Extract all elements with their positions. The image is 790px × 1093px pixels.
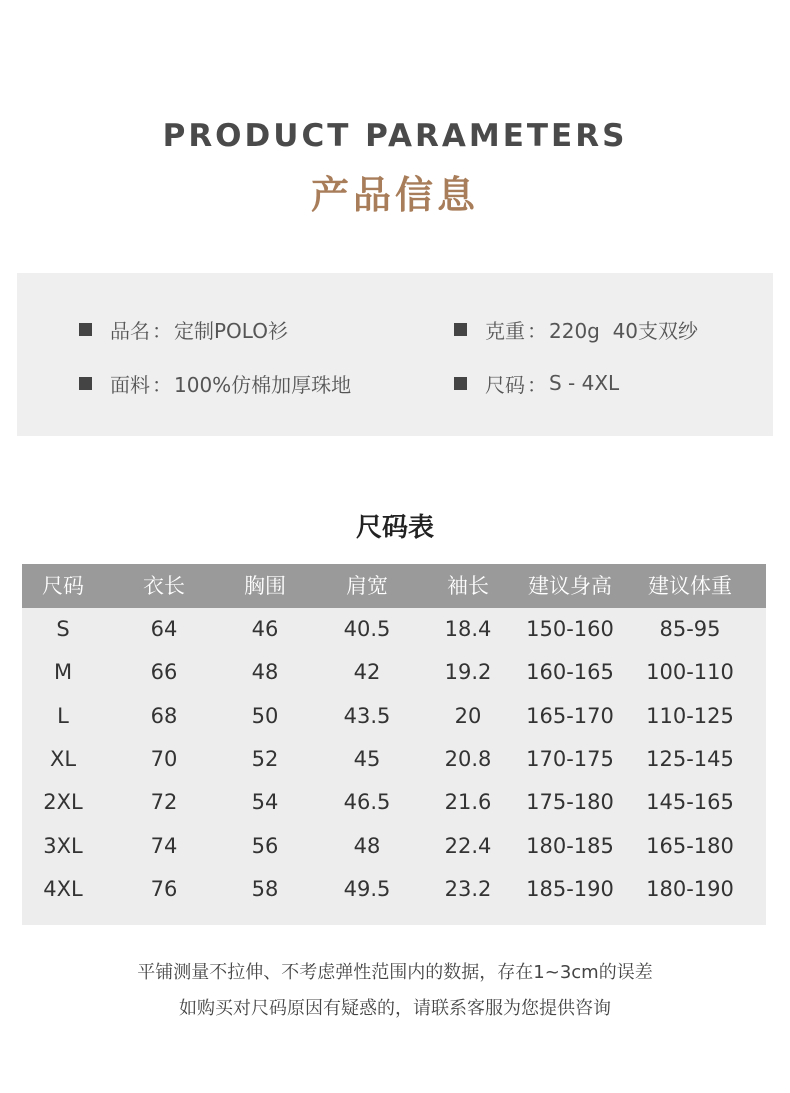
parameters-panel [17,273,773,436]
table-row [22,781,766,824]
table-cell: 43.5 [343,703,391,728]
table-cell: XL [49,746,77,771]
column-header: 尺码 [42,574,84,598]
table-row [22,651,766,694]
table-cell: 85-95 [659,617,721,641]
param-value: 定制POLO衫 [174,318,288,343]
table-cell: 150-160 [526,617,614,641]
table-cell: 160-165 [526,660,614,685]
table-cell: 58 [251,876,279,901]
table-cell: L [57,703,69,728]
table-cell: 20.8 [444,746,492,771]
table-cell: 2XL [43,790,83,815]
table-cell: 46 [251,617,279,641]
column-header: 肩宽 [346,574,388,598]
table-cell: 23.2 [444,876,492,901]
param-separator: ： [527,372,547,397]
table-cell: 42 [353,660,381,685]
column-header: 胸围 [244,574,286,598]
table-row [22,868,766,911]
column-header: 建议体重 [648,574,732,598]
square-bullet-icon [454,377,467,390]
size-chart-title: 尺码表 [355,513,434,543]
table-cell: M [53,660,73,685]
table-cell: 170-175 [526,746,614,771]
table-cell: 45 [353,746,381,771]
column-header: 衣长 [143,574,185,598]
table-cell: 100-110 [646,660,734,685]
table-cell: 125-145 [646,746,734,771]
table-cell: 76 [150,876,178,901]
param-fabric [79,368,351,398]
table-cell: 165-180 [646,833,734,858]
square-bullet-icon [454,323,467,336]
table-cell: 64 [150,617,178,641]
table-cell: 68 [150,703,178,728]
table-cell: 145-165 [646,790,734,815]
table-cell: S [56,617,70,641]
param-separator: ： [152,372,172,397]
column-header: 建议身高 [528,574,612,598]
table-cell: 72 [150,790,178,815]
note-measurement: 平铺测量不拉伸、不考虑弹性范围内的数据，存在1~3cm的误差 [137,962,653,983]
table-cell: 22.4 [444,833,492,858]
table-cell: 66 [150,660,178,685]
table-cell: 19.2 [444,660,492,685]
table-cell: 20 [454,703,482,728]
param-weight [454,314,698,344]
param-name [79,314,288,344]
table-row [22,608,766,651]
size-table-header [22,564,766,608]
table-cell: 49.5 [343,876,391,901]
param-separator: ： [527,318,547,343]
table-cell: 4XL [43,876,83,901]
table-cell: 180-185 [526,833,614,858]
table-cell: 175-180 [526,790,614,815]
table-cell: 48 [353,833,381,858]
param-size-range [454,368,619,398]
param-label: 面料 [110,372,150,397]
table-cell: 48 [251,660,279,685]
table-cell: 21.6 [444,790,492,815]
page-title-cn: 产品信息 [310,173,479,217]
param-label: 克重 [485,318,525,343]
param-label: 尺码 [485,372,525,397]
table-cell: 3XL [43,833,83,858]
table-row [22,695,766,738]
table-cell: 180-190 [646,876,734,901]
table-cell: 56 [251,833,279,858]
table-cell: 110-125 [646,703,734,728]
table-cell: 18.4 [444,617,492,641]
param-value: S - 4XL [549,371,620,395]
table-cell: 165-170 [526,703,614,728]
table-row [22,738,766,781]
param-value: 100%仿棉加厚珠地 [174,372,352,397]
column-header: 袖长 [447,574,489,598]
square-bullet-icon [79,323,92,336]
note-contact: 如购买对尺码原因有疑惑的，请联系客服为您提供咨询 [179,998,611,1019]
table-cell: 40.5 [343,617,391,641]
table-cell: 70 [150,746,178,771]
page-title-en: PRODUCT PARAMETERS [162,118,628,154]
size-table [22,564,766,925]
param-separator: ： [152,318,172,343]
table-cell: 46.5 [343,790,391,815]
param-value: 220g 40支双纱 [549,318,699,343]
square-bullet-icon [79,377,92,390]
table-cell: 185-190 [526,876,614,901]
table-cell: 52 [251,746,279,771]
table-cell: 50 [251,703,279,728]
param-label: 品名 [110,318,150,343]
table-row [22,825,766,868]
table-cell: 54 [251,790,279,815]
table-cell: 74 [150,833,178,858]
